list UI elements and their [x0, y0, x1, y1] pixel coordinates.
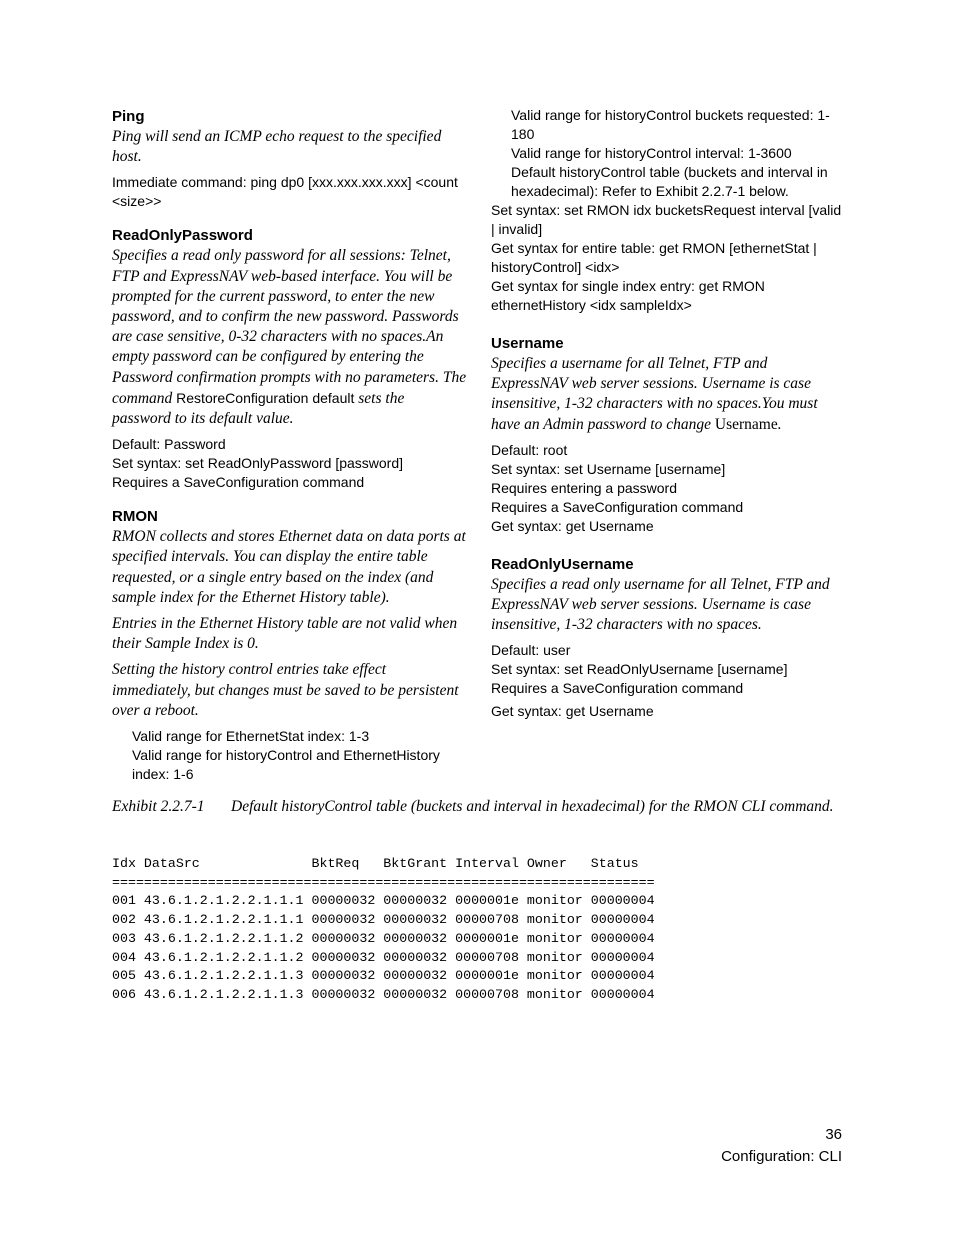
heading-username: Username — [491, 335, 564, 352]
readonlypassword-set-syntax: Set syntax: set ReadOnlyPassword [password] — [112, 455, 404, 472]
username-requires-password: Requires entering a password — [491, 479, 677, 496]
heading-readonlypassword: ReadOnlyPassword — [112, 227, 253, 245]
readonlyusername-default: Default: user — [491, 642, 571, 659]
rmon-buckets-range: Valid range for historyControl buckets requested: 1-180 — [511, 107, 830, 142]
rmon-description-3: Setting the history control entries take effect immediately, but changes must be saved to be persistent over a reboot. — [112, 661, 459, 719]
ping-command: Immediate command: ping dp0 [xxx.xxx.xxx.xxx] <count <size>> — [112, 174, 458, 210]
exhibit-number: Exhibit 2.2.7-1 — [112, 798, 205, 815]
left-column — [112, 106, 467, 798]
table-row: 004 43.6.1.2.1.2.2.1.1.2 00000032 00000032 00000708 monitor 00000004 — [112, 949, 655, 965]
readonlyusername-get-syntax: Get syntax: get Username — [491, 703, 654, 720]
username-set-syntax: Set syntax: set Username [username] — [491, 460, 726, 477]
page-number: 36 — [825, 1126, 842, 1143]
username-requires-save: Requires a SaveConfiguration command — [491, 498, 744, 515]
rmon-history-index-range: Valid range for historyControl and EthernetHistory index: 1-6 — [132, 747, 440, 783]
rmon-get-entry-syntax: Get syntax for single index entry: get RMON ethernetHistory <idx sampleIdx> — [491, 278, 765, 313]
table-row: 003 43.6.1.2.1.2.2.1.1.2 00000032 00000032 0000001e monitor 00000004 — [112, 930, 655, 946]
section-username — [491, 333, 843, 536]
table-separator: ==================================================================== — [112, 874, 655, 890]
section-ping — [112, 106, 467, 211]
rmon-get-table-syntax: Get syntax for entire table: get RMON [ethernetStat | historyControl] <idx> — [491, 240, 817, 275]
readonlypassword-requires: Requires a SaveConfiguration command — [112, 474, 365, 491]
readonlyusername-requires: Requires a SaveConfiguration command — [491, 680, 744, 697]
restore-command-text: RestoreConfiguration default — [176, 389, 355, 406]
rmon-description-2: Entries in the Ethernet History table are not valid when their Sample Index is 0. — [112, 615, 458, 653]
username-term: Username — [714, 415, 778, 433]
table-header: Idx DataSrc BktReq BktGrant Interval Owner Status — [112, 856, 639, 871]
readonlypassword-default: Default: Password — [112, 436, 226, 453]
section-readonlyusername — [491, 554, 843, 722]
footer-section-title: Configuration: CLI — [721, 1148, 842, 1165]
readonlyusername-set-syntax: Set syntax: set ReadOnlyUsername [username] — [491, 661, 788, 678]
table-row: 002 43.6.1.2.1.2.2.1.1.1 00000032 00000032 00000708 monitor 00000004 — [112, 912, 655, 928]
page-footer — [721, 1124, 842, 1168]
username-default: Default: root — [491, 441, 568, 458]
heading-rmon: RMON — [112, 508, 158, 526]
ping-description: Ping will send an ICMP echo request to the specified host. — [112, 128, 442, 166]
table-row: 006 43.6.1.2.1.2.2.1.1.3 00000032 00000032 00000708 monitor 00000004 — [112, 986, 655, 1002]
rmon-interval-range: Valid range for historyControl interval: 1-3600 — [511, 145, 792, 161]
rmon-set-syntax: Set syntax: set RMON idx bucketsRequest interval [valid | invalid] — [491, 202, 842, 237]
username-description: Specifies a username for all Telnet, FTP and ExpressNAV web server sessions. Username is case insensitive, 1-32 characters with no spaces.You must have an Admin password to change Username. — [491, 355, 818, 433]
exhibit-caption — [112, 797, 842, 816]
username-get-syntax: Get syntax: get Username — [491, 517, 654, 534]
exhibit-title: Default historyControl table (buckets and interval in hexadecimal) for the RMON CLI command. — [231, 798, 834, 815]
rmon-default-table: Default historyControl table (buckets and interval in hexadecimal): Refer to Exhibit 2.2.7-1 below. — [511, 164, 828, 199]
rmon-ethernetstat-range: Valid range for EthernetStat index: 1-3 — [132, 728, 370, 745]
right-column — [491, 106, 843, 735]
section-rmon — [112, 506, 467, 784]
readonlypassword-description: Specifies a read only password for all sessions: Telnet, FTP and ExpressNAV web-based interface. You will be prompted for the current password, to enter the new password, and to confirm the new password. Passwords are case sensitive, 0-32 characters with no spaces.An empty password can be configured by entering the Password confirmation prompts with no parameters. The command RestoreConfiguration default sets the password to its default value. — [112, 247, 467, 428]
section-readonlypassword — [112, 225, 467, 492]
heading-ping: Ping — [112, 108, 145, 125]
heading-readonlyusername: ReadOnlyUsername — [491, 555, 634, 573]
table-row: 001 43.6.1.2.1.2.2.1.1.1 00000032 00000032 0000001e monitor 00000004 — [112, 893, 655, 909]
rmon-description-1: RMON collects and stores Ethernet data on data ports at specified intervals. You can display the entire table requested, or a single entry based on the index (and sample index for the Ethernet History table). — [112, 528, 466, 606]
history-control-table — [112, 855, 655, 1005]
table-row: 005 43.6.1.2.1.2.2.1.1.3 00000032 00000032 0000001e monitor 00000004 — [112, 968, 655, 984]
section-rmon-continued — [491, 106, 843, 315]
readonlyusername-description: Specifies a read only username for all Telnet, FTP and ExpressNAV web server sessions. Username is case insensitive, 1-32 characters with no spaces. — [491, 575, 830, 634]
